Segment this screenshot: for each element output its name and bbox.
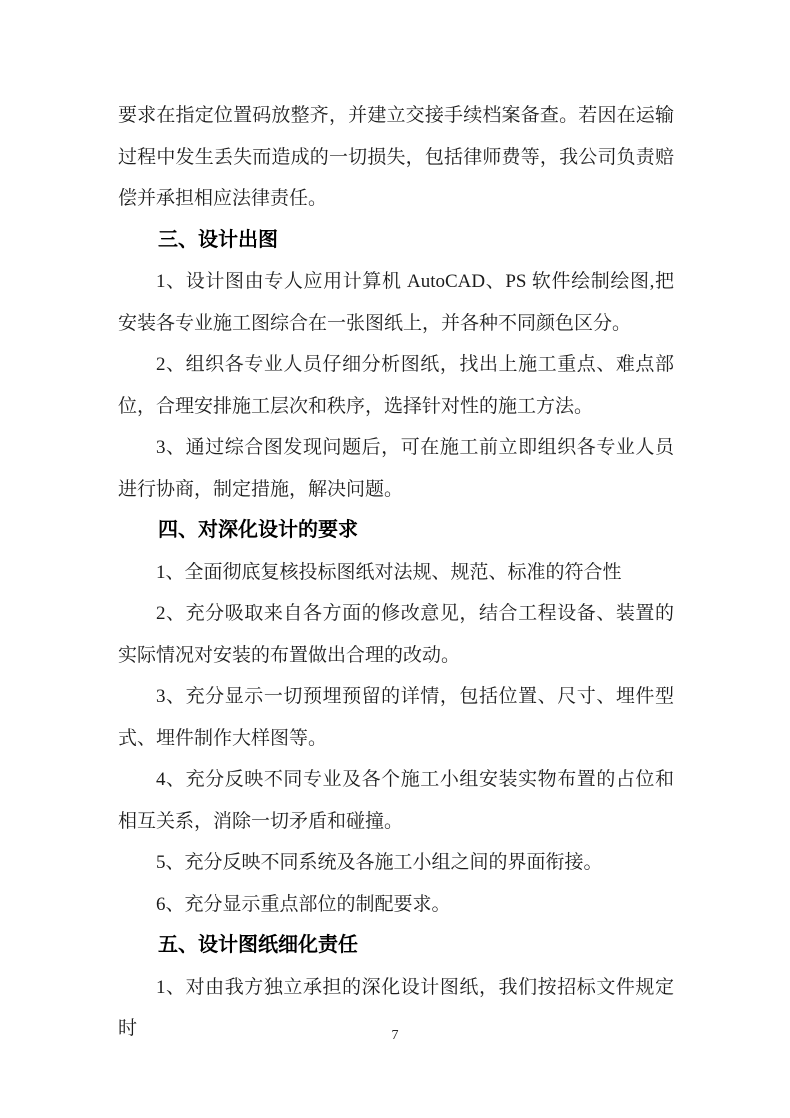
body-paragraph: 2、组织各专业人员仔细分析图纸，找出上施工重点、难点部位，合理安排施工层次和秩序，选择针对性的施工方法。 [118,354,674,417]
body-paragraph: 3、充分显示一切预埋预留的详情，包括位置、尺寸、埋件型式、埋件制作大样图等。 [118,686,674,749]
body-paragraph: 要求在指定位置码放整齐，并建立交接手续档案备查。若因在运输过程中发生丢失而造成的一切损失，包括律师费等，我公司负责赔偿并承担相应法律责任。 [118,105,674,209]
body-paragraph: 1、设计图由专人应用计算机 AutoCAD、PS 软件绘制绘图,把安装各专业施工图综合在一张图纸上，并各种不同颜色区分。 [118,271,674,334]
body-paragraph: 4、充分反映不同专业及各个施工小组安装实物布置的占位和相互关系，消除一切矛盾和碰撞。 [118,769,674,832]
body-paragraph: 2、充分吸取来自各方面的修改意见，结合工程设备、装置的实际情况对安装的布置做出合理的改动。 [118,603,674,666]
body-paragraph: 1、全面彻底复核投标图纸对法规、规范、标准的符合性 [156,561,622,583]
body-paragraph: 5、充分反映不同系统及各施工小组之间的界面衔接。 [156,852,603,873]
page-number: 7 [391,1028,399,1043]
section-heading-deepened-design-requirements: 四、对深化设计的要求 [158,519,358,541]
section-heading-design-drawing-output: 三、设计出图 [158,228,278,251]
body-paragraph: 1、对由我方独立承担的深化设计图纸，我们按招标文件规定时 [118,976,674,1039]
body-paragraph: 6、充分显示重点部位的制配要求。 [156,893,451,915]
document-body [118,95,674,1050]
section-heading-drawing-refinement-responsibility: 五、设计图纸细化责任 [158,934,358,956]
body-paragraph: 3、通过综合图发现问题后，可在施工前立即组织各专业人员进行协商，制定措施，解决问题。 [118,437,674,500]
page-footer [0,1026,790,1044]
